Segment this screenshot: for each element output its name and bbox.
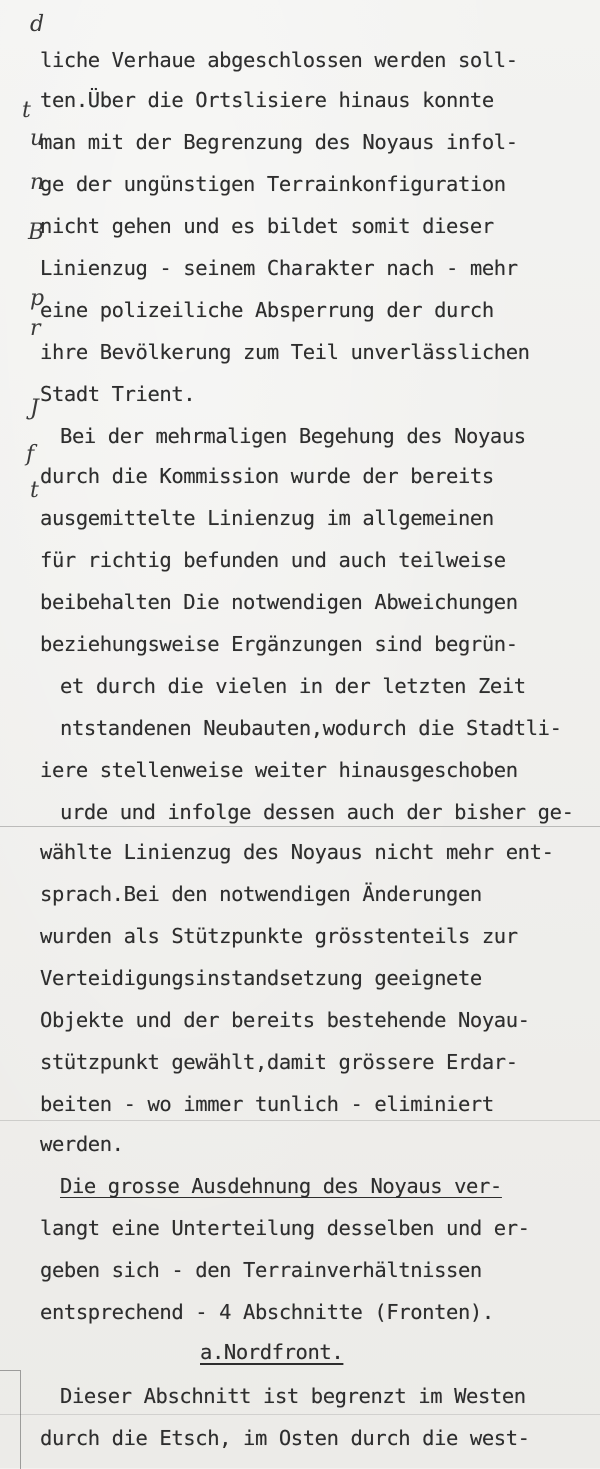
margin-mark: p [30, 286, 45, 311]
text-line: für richtig befunden und auch teilweise [40, 548, 506, 572]
text-line: ten.Über die Ortslisiere hinaus konnte [40, 88, 494, 112]
text-line: Objekte und der bereits bestehende Noyau- [40, 1008, 530, 1032]
text-line: geben sich - den Terrainverhältnissen [40, 1258, 482, 1282]
text-line: durch die Etsch, im Osten durch die west- [40, 1426, 530, 1450]
margin-mark: t [30, 478, 39, 503]
text-line: wurden als Stützpunkte grösstenteils zur [40, 924, 518, 948]
text-line: Dieser Abschnitt ist begrenzt im Westen [60, 1384, 526, 1408]
text-line: eine polizeiliche Absperrung der durch [40, 298, 494, 322]
text-line: beziehungsweise Ergänzungen sind begrün- [40, 632, 518, 656]
margin-mark: J [30, 396, 39, 421]
text-line: durch die Kommission wurde der bereits [40, 464, 494, 488]
section-heading: a.Nordfront. [200, 1340, 344, 1364]
margin-mark: d [30, 12, 45, 37]
margin-mark: n [30, 170, 45, 195]
text-line: sprach.Bei den notwendigen Änderungen [40, 882, 482, 906]
text-line: langt eine Unterteilung desselben und er- [40, 1216, 530, 1240]
margin-bracket [0, 1370, 21, 1469]
margin-mark: f [26, 442, 35, 467]
text-line: wählte Linienzug des Noyaus nicht mehr ent- [40, 840, 554, 864]
paper-fold-line [0, 1120, 600, 1121]
paper-fold-line [0, 1414, 600, 1415]
text-line: ge der ungünstigen Terrainkonfiguration [40, 172, 506, 196]
text-line: ausgemittelte Linienzug im allgemeinen [40, 506, 494, 530]
margin-mark: B [28, 220, 45, 245]
text-line: beibehalten Die notwendigen Abweichungen [40, 590, 518, 614]
margin-mark: r [30, 316, 41, 341]
paper-fold-line [0, 826, 600, 827]
text-line: Bei der mehrmaligen Begehung des Noyaus [60, 424, 526, 448]
text-line: Verteidigungsinstandsetzung geeignete [40, 966, 482, 990]
text-line: Linienzug - seinem Charakter nach - mehr [40, 256, 518, 280]
text-line: liche Verhaue abgeschlossen werden soll- [40, 48, 518, 72]
text-line: stützpunkt gewählt,damit grössere Erdar- [40, 1050, 518, 1074]
margin-mark: t [22, 98, 31, 123]
text-line: urde und infolge dessen auch der bisher ge- [60, 800, 574, 824]
text-line: ihre Bevölkerung zum Teil unverlässlichen [40, 340, 530, 364]
margin-mark: u [30, 126, 45, 151]
text-line: ntstandenen Neubauten,wodurch die Stadtli- [60, 716, 562, 740]
text-line: beiten - wo immer tunlich - eliminiert [40, 1092, 494, 1116]
text-line: Stadt Trient. [40, 382, 196, 406]
text-line: werden. [40, 1132, 124, 1156]
text-line: nicht gehen und es bildet somit dieser [40, 214, 494, 238]
text-line: iere stellenweise weiter hinausgeschoben [40, 758, 518, 782]
text-line: et durch die vielen in der letzten Zeit [60, 674, 526, 698]
text-line: man mit der Begrenzung des Noyaus infol- [40, 130, 518, 154]
text-line: entsprechend - 4 Abschnitte (Fronten). [40, 1300, 494, 1324]
text-line: Die grosse Ausdehnung des Noyaus ver- [60, 1174, 502, 1198]
